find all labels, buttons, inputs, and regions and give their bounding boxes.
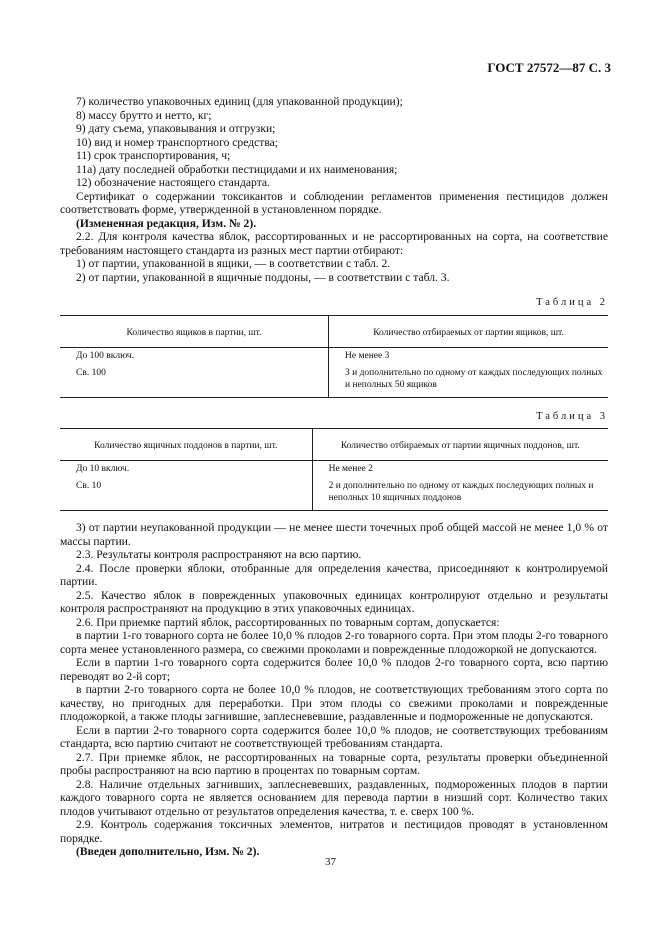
list-item: 12) обозначение настоящего стандарта. <box>76 176 270 189</box>
table-row <box>60 461 608 479</box>
table-cell: Не менее 3 <box>329 347 608 365</box>
table-header-cell: Количество ящичных поддонов в партии, шт. <box>60 429 312 461</box>
clause-2-2-item-3: 3) от партии неупакованной продукции — не менее шести точечных проб общей массой не менее 1,0 % от массы партии. <box>60 521 608 548</box>
list-item: 7) количество упаковочных единиц (для упакованной продукции); <box>76 95 403 108</box>
clause-2-6-a: в партии 1-го товарного сорта не более 10,0 % плодов 2-го товарного сорта. При этом плоды 2-го товарного сорта менее установленного размера, со свежими проколами и поврежденные плодожоркой не допускаются. <box>60 629 608 656</box>
clause-2-9: 2.9. Контроль содержания токсичных элементов, нитратов и пестицидов проводят в установленном порядке. <box>60 818 608 845</box>
page-header: ГОСТ 27572—87 С. 3 <box>487 60 611 75</box>
certificate-paragraph: Сертификат о содержании токсикантов и соблюдении регламентов применения пестицидов должен соответствовать форме, утвержденной в установленном порядке. <box>60 189 608 216</box>
edit-note: (Измененная редакция, Изм. № 2). <box>76 216 257 230</box>
table-row <box>60 347 608 365</box>
table-header-cell: Количество отбираемых от партии ящичных поддонов, шт. <box>312 429 608 461</box>
table-header-cell: Количество ящиков в партии, шт. <box>60 315 329 347</box>
table-row <box>60 365 608 398</box>
table-cell: До 100 включ. <box>76 350 134 361</box>
table-cell: До 10 включ. <box>76 464 130 474</box>
clause-2-4: 2.4. После проверки яблоки, отобранные для определения качества, присоединяют к контролируемой партии. <box>60 561 608 588</box>
table-3-caption: Таблица 3 <box>536 410 608 422</box>
list-item: 11) срок транспортирования, ч; <box>76 149 231 162</box>
list-items <box>60 95 608 190</box>
clause-2-2-item-1: 1) от партии, упакованной в ящики, — в соответствии с табл. 2. <box>76 257 391 270</box>
document-body <box>60 95 608 859</box>
clause-2-5: 2.5. Качество яблок в поврежденных упаковочных единицах контролируют отдельно и результаты контроля распространяют на продукцию в этих упаковочных единицах. <box>60 588 608 615</box>
list-item: 10) вид и номер транспортного средства; <box>76 135 279 149</box>
clause-2-6-c: в партии 2-го товарного сорта не более 10,0 % плодов, не соответствующих требованиям этого сорта по качеству, но пригодных для переработки. При этом плоды со свежими проколами и поврежденные плодожоркой, а также плоды загнившие, заплесневевшие, раздавленные и подмороженные не допускаются. <box>60 683 608 723</box>
edit-note: (Введен дополнительно, Изм. № 2). <box>76 845 260 858</box>
clause-2-6-d: Если в партии 2-го товарного сорта содержится более 10,0 % плодов, не соответствующих требованиям стандарта, всю партию считают не соответствующей требованиям стандарта. <box>60 723 608 750</box>
list-item: 9) дату съема, упаковывания и отгрузки; <box>76 122 276 135</box>
table-cell: Св. 10 <box>60 478 312 511</box>
clause-2-8: 2.8. Наличие отдельных загнивших, заплесневевших, раздавленных, подмороженных плодов в партии каждого товарного сорта не является основанием для перевода партии в низший сорт. Количество таких плодов учитывают отдельно от результатов определения качества, т. е. сверх 100 %. <box>60 777 608 818</box>
table-cell: Св. 100 <box>60 365 329 398</box>
clause-2-2-item-2: 2) от партии, упакованной в ящичные поддоны, — в соответствии с табл. 3. <box>76 270 450 284</box>
clause-2-6: 2.6. При приемке партий яблок, рассортированных по товарным сортам, допускается: <box>76 615 500 629</box>
clause-2-3: 2.3. Результаты контроля распространяют на всю партию. <box>76 548 362 561</box>
table-cell: 2 и дополнительно по одному от каждых последующих полных и неполных 10 ящичных поддонов <box>312 478 608 511</box>
table-header-row <box>60 315 608 347</box>
list-item: 11а) дату последней обработки пестицидами и их наименования; <box>76 162 398 176</box>
table-3 <box>60 428 608 511</box>
table-2-caption: Таблица 2 <box>536 297 608 308</box>
table-cell: Не менее 2 <box>312 461 608 479</box>
clause-2-2: 2.2. Для контроля качества яблок, рассортированных и не рассортированных на сорта, на соответствие требованиям настоящего стандарта из разных мест партии отбирают: <box>60 230 608 257</box>
table-header-row <box>60 429 608 461</box>
table-header-cell: Количество отбираемых от партии ящиков, шт. <box>329 315 608 347</box>
page-number: 37 <box>325 856 336 868</box>
clause-2-6-b: Если в партии 1-го товарного сорта содержится более 10,0 % плодов 2-го товарного сорта, всю партию переводят во 2-й сорт; <box>60 656 608 683</box>
clause-2-7: 2.7. При приемке яблок, не рассортированных на товарные сорта, результаты проверки объединенной пробы распространяют на всю партию в процентах по товарным сортам. <box>60 750 608 777</box>
list-item: 8) массу брутто и нетто, кг; <box>76 108 212 122</box>
table-cell: 3 и дополнительно по одному от каждых последующих полных и неполных 50 ящиков <box>329 365 608 398</box>
table-row <box>60 478 608 511</box>
table-2 <box>60 315 608 398</box>
